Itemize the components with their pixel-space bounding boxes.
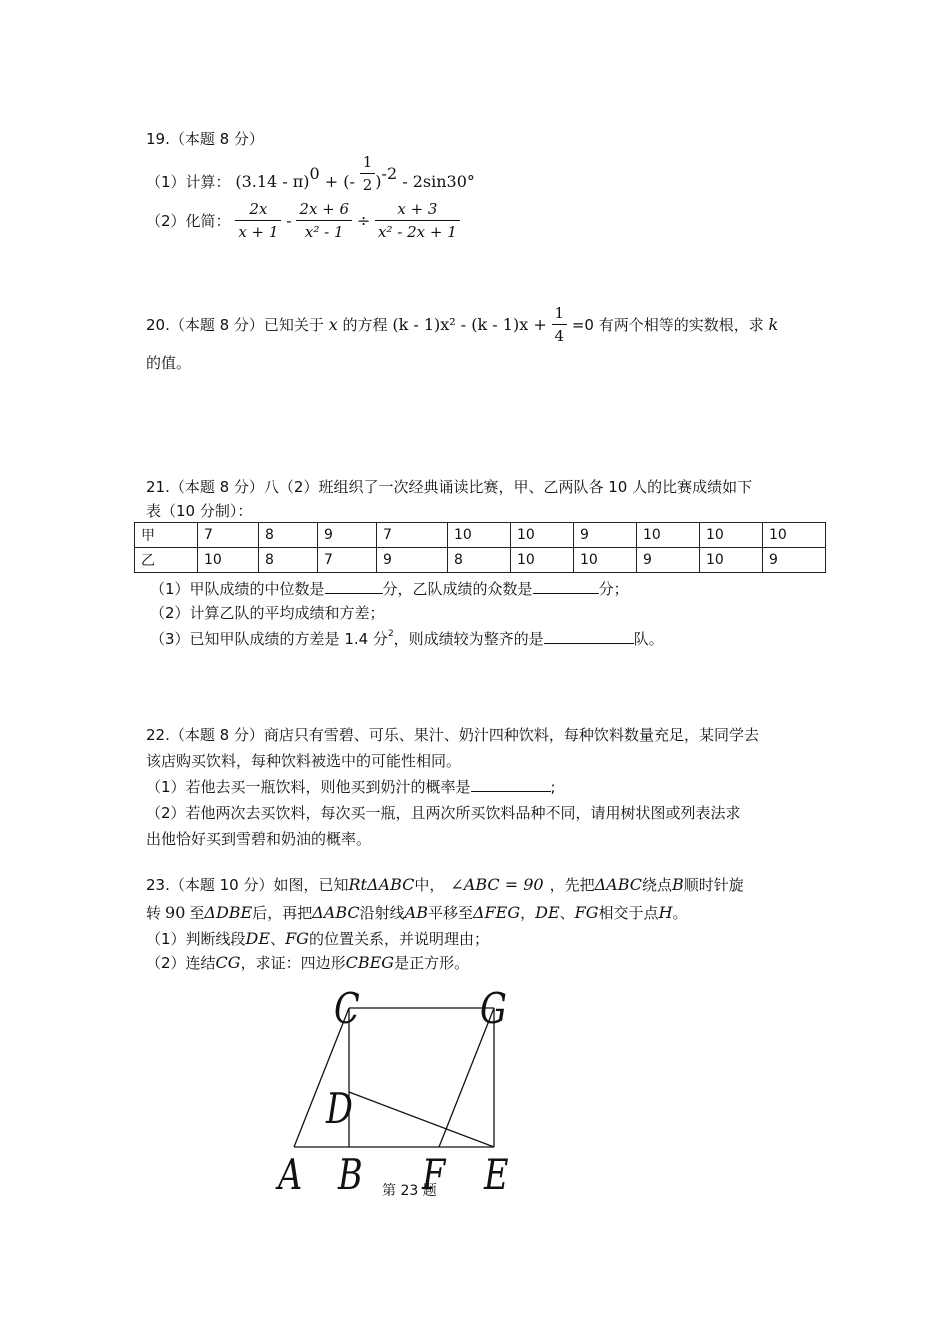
q20-var-k: k [768, 315, 779, 334]
table-cell: 10 [448, 523, 511, 548]
q20-mid: 的方程 [342, 316, 388, 334]
q19-expr-b: + (- [319, 172, 355, 191]
table-cell: 7 [318, 548, 377, 573]
q23-l2h: 相交于点 [598, 904, 659, 922]
q20-lead: 20.（本题 8 分）已知关于 [146, 316, 324, 334]
q20-eq-b: =0 有两个相等的实数根，求 [571, 316, 764, 334]
q21-p3b: ，则成绩较为整齐的是 [393, 630, 544, 648]
q23-p2cg: CG [215, 953, 241, 972]
q20-eq-a: (k - 1)x² - (k - 1)x + [392, 315, 547, 334]
q19-f3-den: x² - 2x + 1 [378, 223, 457, 241]
q23-p2q: CBEG [345, 953, 395, 972]
q19-frac-den: 2 [362, 176, 373, 194]
q20-var-x: x [328, 315, 338, 334]
q23-p1fg: FG [285, 929, 309, 948]
q23-dbe: ΔDBE [204, 903, 253, 922]
q19-minus: - [286, 211, 292, 230]
q23-de: DE [535, 903, 560, 922]
label-g: G [480, 984, 507, 1033]
q23-l2g: 、 [559, 904, 575, 922]
table-cell: 10 [198, 548, 259, 573]
q19-exp0: 0 [309, 164, 320, 183]
q19-part2-label: （2）化简： [146, 212, 231, 230]
q19-expr-a: (3.14 - π) [235, 172, 310, 191]
q23-rt: RtΔABC [348, 875, 415, 894]
table-cell: 8 [259, 548, 318, 573]
q23-l2d: 沿射线 [359, 904, 405, 922]
q23-l1c: ，先把 [549, 876, 595, 894]
label-f: F [422, 1150, 446, 1199]
q23-pt-b: B [672, 875, 684, 894]
q19-div: ÷ [356, 211, 371, 230]
q23-l2a: 转 [146, 904, 162, 922]
q23-l1e: 顺时针旋 [683, 876, 744, 894]
table-cell: 10 [700, 523, 763, 548]
label-c: C [334, 984, 360, 1033]
label-e: E [484, 1150, 509, 1199]
figure-caption: 第 23 题 [382, 1183, 437, 1199]
q23-l2i: 。 [672, 904, 688, 922]
q23-p2c: 是正方形。 [394, 954, 470, 972]
table-cell: 8 [448, 548, 511, 573]
q23-fg: FG [574, 903, 599, 922]
q19-f2-num: 2x + 6 [296, 198, 352, 221]
table-cell: 10 [574, 548, 637, 573]
q22-p1a: （1）若他去买一瓶饮料，则他买到奶汁的概率是 [146, 778, 471, 796]
label-d: D [326, 1084, 353, 1133]
q22-part2-line1: （2）若他两次去买饮料，每次买一瓶，且两次所买饮料品种不同，请用树状图或列表法求 [146, 804, 741, 822]
table-cell: 甲 [135, 523, 198, 548]
table-cell: 10 [637, 523, 700, 548]
q23-ab: AB [404, 903, 428, 922]
table-cell: 7 [377, 523, 448, 548]
q22-part2-line2: 出他恰好买到雪碧和奶油的概率。 [146, 830, 372, 848]
q20-line2: 的值。 [146, 354, 192, 372]
q22-line2: 该店购买饮料，每种饮料被选中的可能性相同。 [146, 752, 462, 770]
q19-f3-num: x + 3 [375, 198, 460, 221]
table-cell: 9 [637, 548, 700, 573]
table-cell: 10 [511, 523, 574, 548]
q20-frac-num: 1 [552, 302, 568, 325]
q23-p2b: ，求证：四边形 [240, 954, 346, 972]
q19-frac-num: 1 [360, 151, 376, 174]
q21-line2: 表（10 分制）： [146, 502, 253, 520]
table-cell: 7 [198, 523, 259, 548]
q23-l1a: 23.（本题 10 分）如图，已知 [146, 876, 349, 894]
q19-expr-c: - 2sin30° [397, 172, 475, 191]
q22-p1b: ; [550, 778, 556, 796]
q19-exp2: -2 [381, 164, 398, 183]
q19-part1-label: （1）计算： [146, 173, 231, 191]
q20-frac-den: 4 [554, 327, 565, 345]
table-cell: 9 [318, 523, 377, 548]
q23-tri2: ΔABC [312, 903, 360, 922]
q23-p1a: （1）判断线段 [146, 930, 246, 948]
q19-part1: （1）计算： (3.14 - π)$^0$ + (- $\frac{1}{2}$ )$^{-2}$ - 2sin30° [146, 153, 475, 194]
table-cell: 9 [574, 523, 637, 548]
table-cell: 9 [377, 548, 448, 573]
table-cell: 10 [511, 548, 574, 573]
q23-l2f: ， [520, 904, 536, 922]
q21-p3a: （3）已知甲队成绩的方差是 1.4 分 [150, 630, 388, 648]
label-a: A [278, 1150, 303, 1199]
q21-part2: （2）计算乙队的平均成绩和方差； [150, 604, 385, 622]
q23-p1b: 、 [270, 930, 286, 948]
q19-f1-num: 2x [235, 198, 281, 221]
table-cell: 10 [700, 548, 763, 573]
q23-l2e: 平移至 [427, 904, 473, 922]
segment-de [349, 1092, 494, 1147]
q21-line1: 21.（本题 8 分）八（2）班组织了一次经典诵读比赛，甲、乙两队各 10 人的比赛成绩如下 [146, 478, 753, 496]
q23-tri: ΔABC [594, 875, 643, 894]
q21-p1c: 分； [598, 580, 629, 598]
q19-title: 19.（本题 8 分） [146, 130, 264, 148]
q23-l1d: 绕点 [642, 876, 673, 894]
q23-p1c: 的位置关系，并说明理由； [308, 930, 489, 948]
q23-pt-h: H [658, 903, 673, 922]
q23-p2a: （2）连结 [146, 954, 216, 972]
q22-line1: 22.（本题 8 分）商店只有雪碧、可乐、果汁、奶汁四种饮料，每种饮料数量充足，某同学去 [146, 726, 759, 744]
q23-l1b: 中， [414, 876, 445, 894]
q23-angle: ∠ABC = 90 [450, 875, 544, 894]
q21-p3sup: 2 [387, 629, 394, 639]
q19-f1-den: x + 1 [238, 223, 279, 241]
table-cell: 10 [763, 523, 826, 548]
q21-p1a: （1）甲队成绩的中位数是 [150, 580, 325, 598]
label-b: B [338, 1150, 363, 1199]
q23-feg: ΔFEG [472, 903, 521, 922]
q23-l2c: 后，再把 [252, 904, 313, 922]
q23-deg: 90 [165, 903, 186, 922]
q21-p3c: 队。 [633, 630, 664, 648]
table-cell: 乙 [135, 548, 198, 573]
q23-l2b: 至 [189, 904, 205, 922]
table-cell: 9 [763, 548, 826, 573]
q21-p1b: 分，乙队成绩的众数是 [382, 580, 533, 598]
q23-p1de: DE [245, 929, 271, 948]
q19-f2-den: x² - 1 [304, 223, 344, 241]
table-cell: 8 [259, 523, 318, 548]
